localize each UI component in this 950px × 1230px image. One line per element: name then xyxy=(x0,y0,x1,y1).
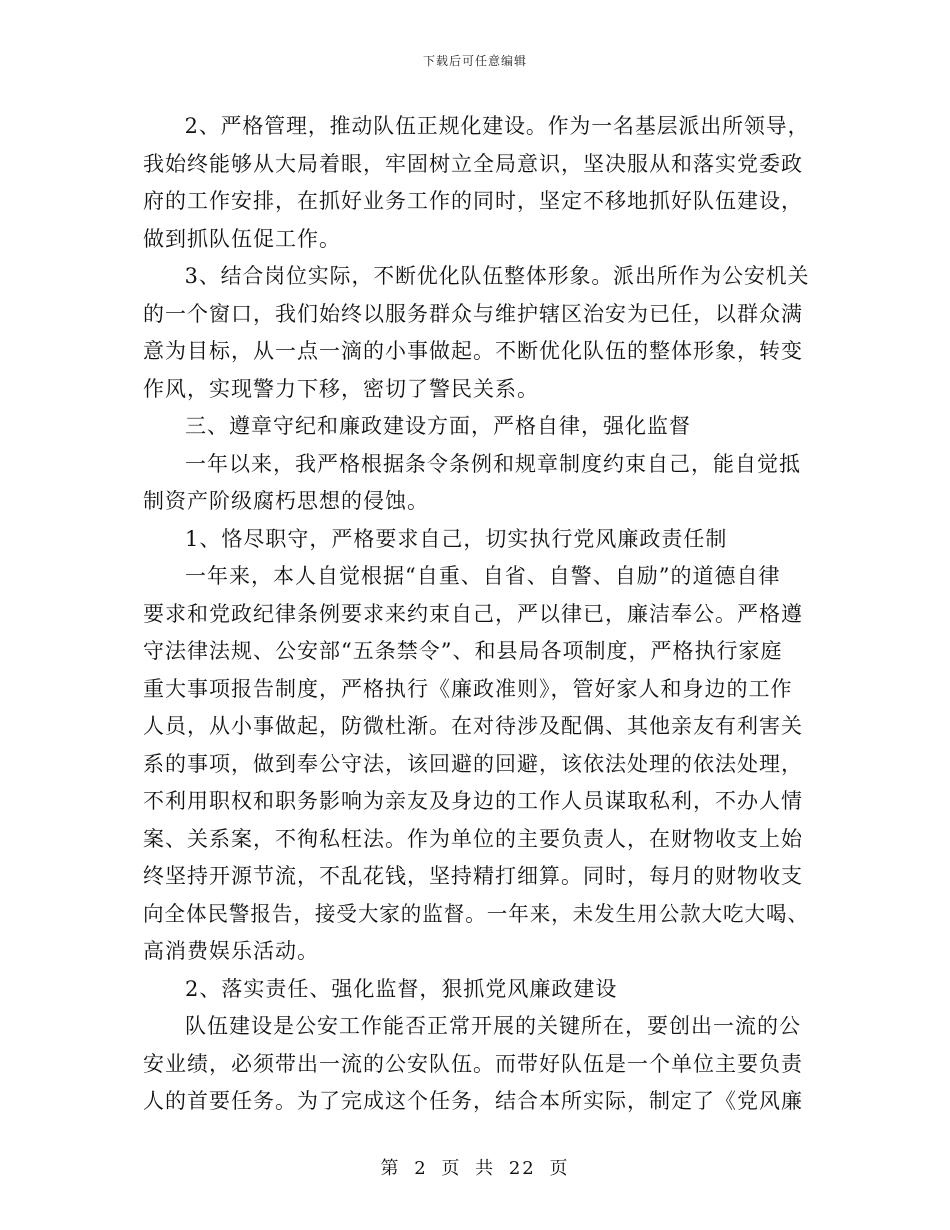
document-body xyxy=(143,108,809,1121)
text-line: 安业绩，必须带出一流的公安队伍。而带好队伍是一个单位主要负责 xyxy=(143,1051,803,1076)
text-line: 一年以来，我严格根据条令条例和规章制度约束自己，能自觉抵 xyxy=(185,451,801,476)
subsection-heading: 2、落实责任、强化监督，狠抓党风廉政建设 xyxy=(185,976,618,1001)
text-line: 重大事项报告制度，严格执行《廉政准则》，管好家人和身边的工作 xyxy=(143,676,793,701)
text-line: 3、结合岗位实际，不断优化队伍整体形象。派出所作为公安机关 xyxy=(184,264,810,288)
text-line: 人员，从小事做起，防微杜渐。在对待涉及配偶、其他亲友有利害关 xyxy=(143,714,803,738)
text-line: 终坚持开源节流，不乱花钱，坚持精打细算。同时，每月的财物收支 xyxy=(143,864,803,888)
text-line: 意为目标，从一点一滴的小事做起。不断优化队伍的整体形象，转变 xyxy=(143,339,803,363)
paragraph-block xyxy=(143,108,809,1121)
text-line: 府的工作安排，在抓好业务工作的同时，坚定不移地抓好队伍建设， xyxy=(143,189,803,213)
subsection-heading: 1、恪尽职守，严格要求自己，切实执行党风廉政责任制 xyxy=(185,526,728,551)
text-line: 2、严格管理，推动队伍正规化建设。作为一名基层派出所领导， xyxy=(184,114,810,138)
page-number-footer: 第 2 页 共 22 页 xyxy=(380,1158,570,1179)
text-line: 人的首要任务。为了完成这个任务，结合本所实际，制定了《党风廉 xyxy=(143,1089,803,1113)
text-line: 守法律法规、公安部“五条禁令”、和县局各项制度，严格执行家庭 xyxy=(143,639,783,663)
text-line: 向全体民警报告，接受大家的监督。一年来，未发生用公款大吃大喝、 xyxy=(143,901,809,926)
text-line: 系的事项，做到奉公守法，该回避的回避，该依法处理的依法处理， xyxy=(143,751,803,776)
text-line: 制资产阶级腐朽思想的侵蚀。 xyxy=(143,489,429,513)
text-line: 我始终能够从大局着眼，牢固树立全局意识，坚决服从和落实党委政 xyxy=(143,151,803,176)
text-line: 一年来，本人自觉根据“自重、自省、自警、自励”的道德自律 xyxy=(185,564,781,588)
text-line: 做到抓队伍促工作。 xyxy=(143,226,341,251)
text-line: 的一个窗口，我们始终以服务群众与维护辖区治安为已任，以群众满 xyxy=(143,301,803,326)
section-heading: 三、遵章守纪和廉政建设方面，严格自律，强化监督 xyxy=(185,414,691,438)
text-line: 不利用职权和职务影响为亲友及身边的工作人员谋取私利，不办人情 xyxy=(143,789,803,813)
text-line: 高消费娱乐活动。 xyxy=(143,939,319,963)
text-line: 作风，实现警力下移，密切了警民关系。 xyxy=(143,376,539,401)
text-line: 队伍建设是公安工作能否正常开展的关键所在，要创出一流的公 xyxy=(185,1014,801,1038)
text-line: 案、关系案，不徇私枉法。作为单位的主要负责人，在财物收支上始 xyxy=(143,826,803,851)
text-line: 要求和党政纪律条例要求来约束自己，严以律已，廉洁奉公。严格遵 xyxy=(143,601,803,626)
page-header-note: 下载后可任意编辑 xyxy=(422,54,527,68)
